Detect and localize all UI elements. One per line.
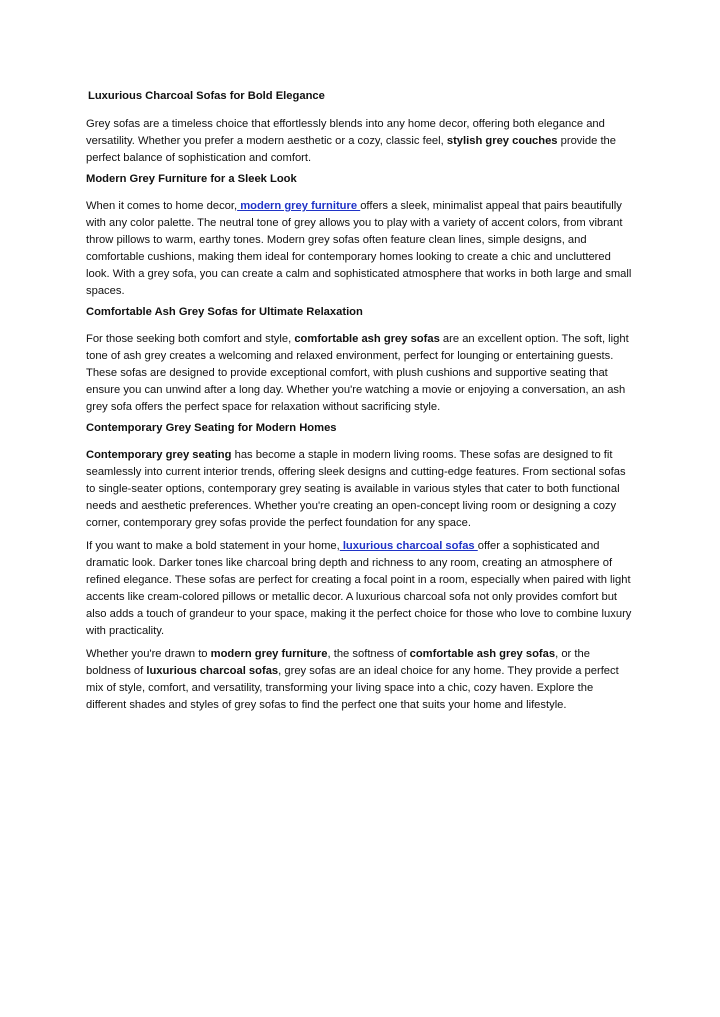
text-run: offer a sophisticated and dramatic look. Darker tones like charcoal bring depth and richness to any room, creating an atmosphere of refined elegance. These sofas are perfect for creating a focal point in a room, especially when paired with light accents like cream-colored pillows or metallic decor. A luxurious charcoal sofa not only provides comfort but also adds a touch of grandeur to your space, making it the perfect choice for those who love to combine luxury with practicality. [86, 540, 632, 637]
text-run: If you want to make a bold statement in your home, [86, 540, 340, 552]
ash-grey-paragraph [86, 331, 636, 416]
text-run: provide the perfect balance of sophistication and comfort. [86, 135, 616, 164]
text-run: are an excellent option. The soft, light tone of ash grey creates a welcoming and relaxed environment, perfect for lounging or entertaining guests. These sofas are designed to provide exceptional comfort, with plush cushions and supportive seating that ensure you can unwind after a long day. Whether you're watching a movie or enjoying a conversation, an ash grey sofa offers the perfect space for relaxation without sacrificing style. [86, 333, 629, 413]
text-run: Whether you're drawn to [86, 648, 211, 660]
document-page [86, 88, 636, 718]
intro-paragraph [86, 116, 636, 167]
modern-grey-furniture-link[interactable]: modern grey furniture [237, 200, 361, 212]
text-run: , the softness of [327, 648, 410, 660]
text-run: has become a staple in modern living rooms. These sofas are designed to fit seamlessly into current interior trends, offering sleek designs and cutting-edge features. From sectional sofas to single-seater options, contemporary grey seating is available in various styles that cater to both functional needs and aesthetic preferences. Whether you're creating an open-concept living room or designing a cozy corner, contemporary grey sofas provide the perfect foundation for any space. [86, 449, 626, 529]
bold-phrase: luxurious charcoal sofas [146, 665, 279, 677]
text-run: When it comes to home decor, [86, 200, 238, 212]
charcoal-paragraph [86, 538, 636, 640]
bold-phrase: comfortable ash grey sofas [294, 333, 440, 345]
section-heading-contemporary-seating: Contemporary Grey Seating for Modern Homes [86, 422, 337, 434]
bold-phrase: Contemporary grey seating [86, 449, 232, 461]
section-heading-modern-grey-furniture: Modern Grey Furniture for a Sleek Look [86, 173, 297, 185]
section-heading-ash-grey-sofas: Comfortable Ash Grey Sofas for Ultimate Relaxation [86, 306, 363, 318]
modern-grey-paragraph [86, 198, 636, 300]
conclusion-paragraph [86, 646, 636, 714]
bold-phrase: comfortable ash grey sofas [409, 648, 556, 660]
text-run: , grey sofas are an ideal choice for any home. They provide a perfect mix of style, comfort, and versatility, transforming your living space into a chic, cozy haven. Explore the different shades and styles of grey sofas to find the perfect one that suits your home and lifestyle. [86, 665, 619, 711]
text-run: For those seeking both comfort and style, [86, 333, 295, 345]
text-run: offers a sleek, minimalist appeal that pairs beautifully with any color palette. The neutral tone of grey allows you to play with a variety of accent colors, from vibrant throw pillows to warm, earthy tones. Modern grey sofas often feature clean lines, simple designs, and comfortable cushions, making them ideal for contemporary homes looking to create a chic and uncluttered look. With a grey sofa, you can create a calm and sophisticated atmosphere that works in both large and small spaces. [86, 200, 632, 297]
text-run: Grey sofas are a timeless choice that effortlessly blends into any home decor, offering both elegance and versatility. Whether you prefer a modern aesthetic or a cozy, classic feel, [86, 118, 605, 147]
bold-phrase: stylish grey couches [446, 135, 558, 147]
bold-phrase: modern grey furniture [210, 648, 328, 660]
luxurious-charcoal-sofas-link[interactable]: luxurious charcoal sofas [339, 540, 478, 552]
section-heading-charcoal-sofas: Luxurious Charcoal Sofas for Bold Elegance [88, 90, 325, 102]
contemporary-paragraph [86, 447, 636, 532]
text-run: , or the boldness of [86, 648, 590, 677]
